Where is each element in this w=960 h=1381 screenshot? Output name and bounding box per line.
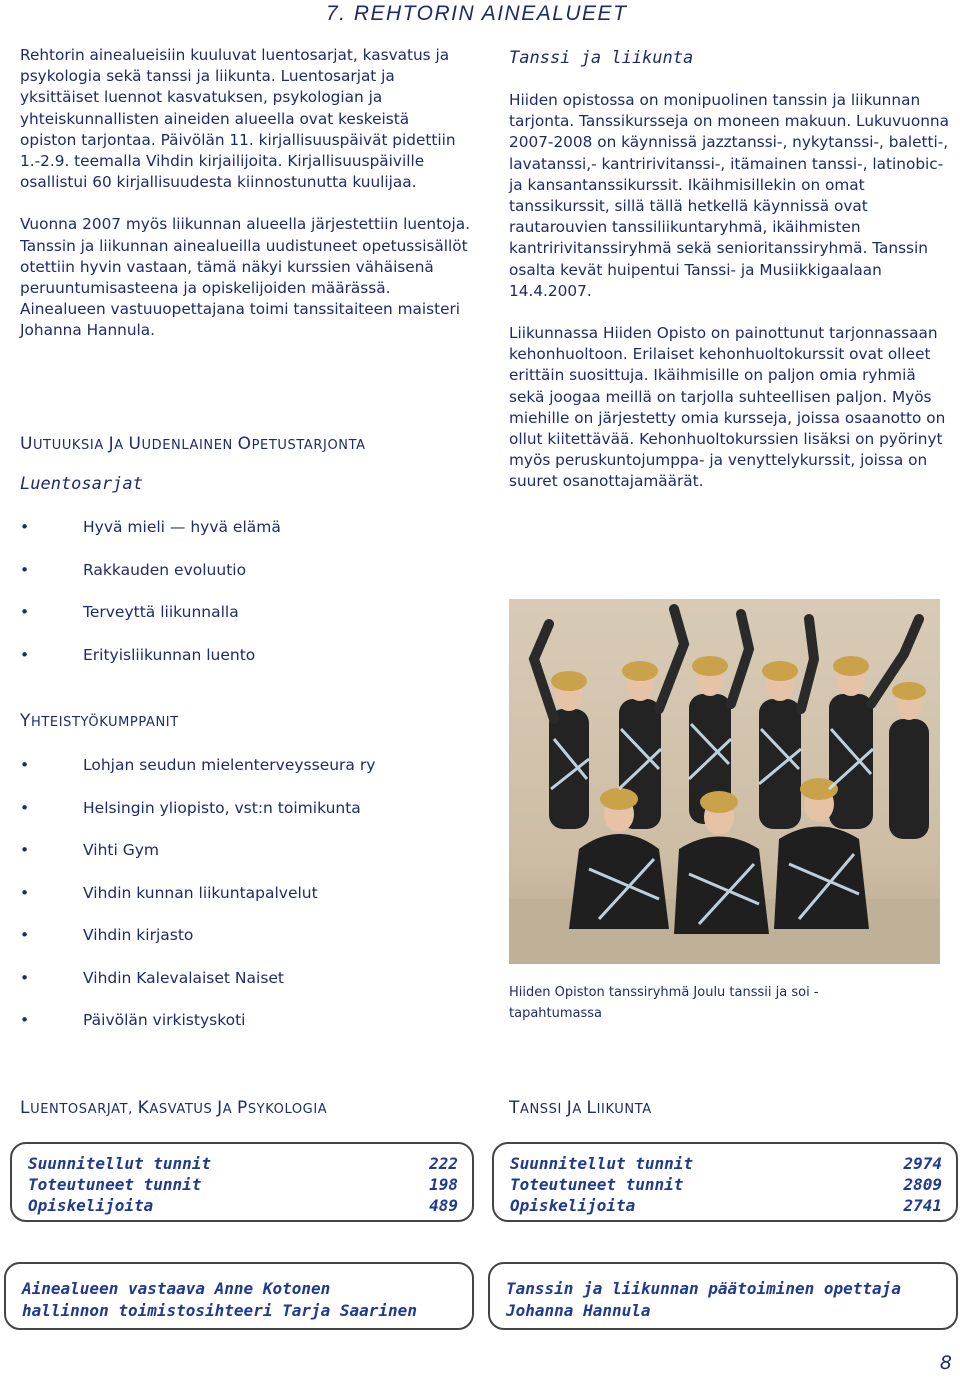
partners-heading: YHTEISTYÖKUMPPANIT xyxy=(20,711,179,731)
list-item: • Terveyttä liikunnalla xyxy=(20,603,239,621)
dance-group-photo xyxy=(509,599,940,964)
photo-caption: Hiiden Opiston tanssiryhmä Joulu tanssii ja soi -tapahtumassa xyxy=(509,985,819,1021)
stats-heading-right: TANSSI JA LIIKUNTA xyxy=(509,1098,652,1118)
page-title: 7. REHTORIN AINEALUEET xyxy=(326,2,628,25)
page-number: 8 xyxy=(939,1352,952,1374)
stat-row: Toteutuneet tunnit 198 xyxy=(28,1175,458,1194)
stats-heading-left: LUENTOSARJAT, KASVATUS JA PSYKOLOGIA xyxy=(20,1098,328,1118)
list-item: • Erityisliikunnan luento xyxy=(20,645,256,664)
contact-line: Ainealueen vastaava Anne Kotonen xyxy=(22,1279,331,1298)
bullet-icon: • xyxy=(20,756,30,774)
stat-row: Toteutuneet tunnit 2809 xyxy=(510,1175,942,1194)
list-item: • Vihdin Kalevalaiset Naiset xyxy=(20,968,285,987)
list-item: • Hyvä mieli — hyvä elämä xyxy=(20,518,281,536)
new-offerings-heading: UUTUUKSIA JA UUDENLAINEN OPETUSTARJONTA xyxy=(20,434,366,454)
list-item: • Lohjan seudun mielenterveysseura ry xyxy=(20,756,376,774)
bullet-icon: • xyxy=(20,645,30,664)
bullet-icon: • xyxy=(20,560,30,579)
stats-box-left xyxy=(10,1142,474,1222)
stat-row: Suunnitellut tunnit 2974 xyxy=(510,1154,942,1173)
left-paragraph-1: Rehtorin ainealueisiin kuuluvat luentosarjat, kasvatus ja psykologia sekä tanssi ja liikunta. Luentosarjat ja yksittäiset luennot kasvatuksen, psykologian ja yhteiskunnallisten aineiden alueella ovat keskeistä opiston tarjontaa. Päivölän 11. kirjallisuuspäivät pidettiin 1.-2.9. teemalla Vihdin kirjailijoita. Kirjallisuuspäiville osallistui 60 kirjallisuudesta kiinnostunutta kuulijaa. xyxy=(20,46,456,192)
contact-line: Tanssin ja liikunnan päätoiminen opettaja xyxy=(506,1279,901,1298)
bullet-icon: • xyxy=(20,1011,30,1029)
bullet-icon: • xyxy=(20,926,30,944)
list-item: • Vihti Gym xyxy=(20,841,159,859)
photo-illustration xyxy=(509,599,940,964)
contact-line: Johanna Hannula xyxy=(506,1301,651,1320)
right-paragraph-2: Liikunnassa Hiiden Opisto on painottunut tarjonnassaan kehonhuoltoon. Erilaiset kehonhuoltokurssit ovat olleet erittäin suosittuja. Ikäihmisille on paljon omia ryhmiä sekä joogaa meillä on tarjolla suhteellisen paljon. Myös miehille on järjestetty omia kursseja, joissa osaanotto on ollut kiitettävää. Kehonhuoltokurssien lisäksi on pyörinyt myös peruskuntojumppa- ja venyttelykurssit, joissa on suuret osanottajamäärät. xyxy=(509,324,946,491)
stat-row: Suunnitellut tunnit 222 xyxy=(28,1154,458,1173)
left-paragraph-2: Vuonna 2007 myös liikunnan alueella järjestettiin luentoja. Tanssin ja liikunnan ainealueilla uudistuneet opetussisällöt otettiin hyvin vastaan, tämä näkyi kurssien vähäisenä peruuntumisasteena ja opiskelijoiden määrässä. Ainealueen vastuuopettajana toimi tanssitaiteen maisteri Johanna Hannula. xyxy=(20,215,470,340)
contact-line: hallinnon toimistosihteeri Tarja Saarinen xyxy=(22,1301,417,1320)
bullet-icon: • xyxy=(20,798,30,817)
lecture-series-subheading: Luentosarjat xyxy=(20,474,143,494)
right-intro-text xyxy=(509,90,949,493)
list-item: • Päivölän virkistyskoti xyxy=(20,1011,246,1029)
bullet-icon: • xyxy=(20,518,30,536)
bullet-icon: • xyxy=(20,841,30,859)
contact-box-right xyxy=(488,1262,958,1330)
list-item: • Rakkauden evoluutio xyxy=(20,560,247,579)
bullet-icon: • xyxy=(20,883,30,902)
stat-row: Opiskelijoita 489 xyxy=(28,1196,458,1215)
lecture-series-list xyxy=(20,517,480,687)
stat-row: Opiskelijoita 2741 xyxy=(510,1196,942,1215)
dance-subheading: Tanssi ja liikunta xyxy=(509,48,694,68)
stats-box-right xyxy=(492,1142,958,1222)
left-intro-text xyxy=(20,45,470,342)
contact-box-left xyxy=(4,1262,474,1330)
bullet-icon: • xyxy=(20,603,30,621)
list-item: • Vihdin kunnan liikuntapalvelut xyxy=(20,883,318,902)
list-item: • Helsingin yliopisto, vst:n toimikunta xyxy=(20,798,361,817)
bullet-icon: • xyxy=(20,968,30,987)
list-item: • Vihdin kirjasto xyxy=(20,926,194,944)
partners-list xyxy=(20,755,480,1053)
right-paragraph-1: Hiiden opistossa on monipuolinen tanssin ja liikunnan tarjonta. Tanssikursseja on moneen makuun. Lukuvuonna 2007-2008 on käynnissä jazztanssi-, nykytanssi-, baletti-, lavatanssi,- kantririvitanssi-, itämainen tanssi-, latinobic- ja kansantanssikurssit. Ikäihmisillekin on omat tanssikurssit, sillä tällä hetkellä käynnissä ovat rautarouvien tanssiliikuntaryhmä, ikäihmisten kantririvitanssiryhmä sekä senioritanssiryhmä. Tanssin osalta kevät huipentui Tanssi- ja Musiikkigaalaan 14.4.2007. xyxy=(509,91,949,300)
